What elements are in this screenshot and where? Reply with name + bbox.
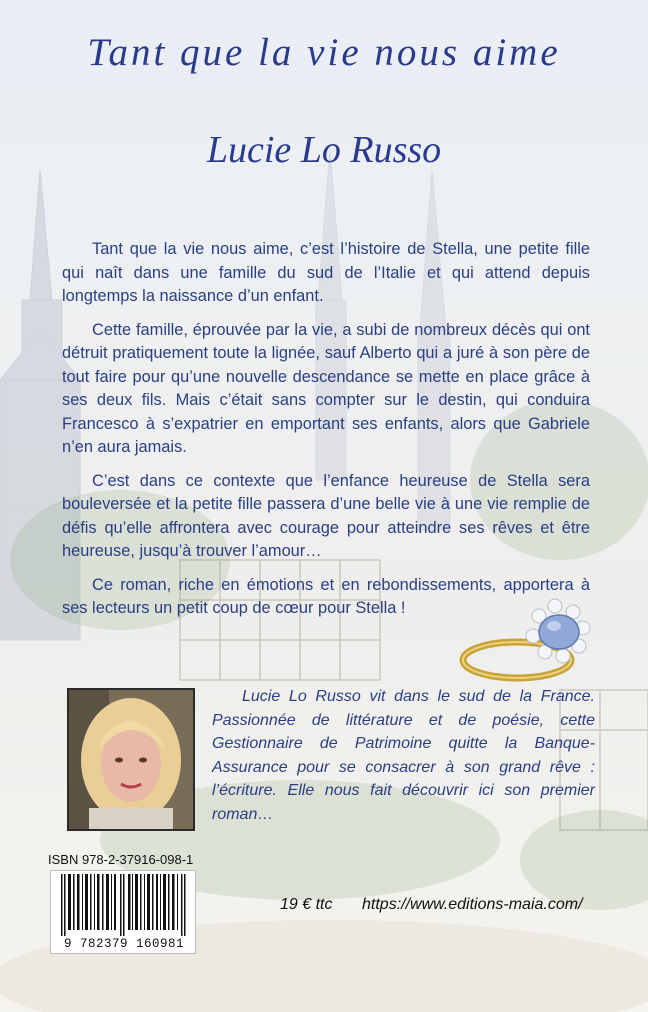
barcode [50, 870, 196, 954]
synopsis-paragraph: C’est dans ce contexte que l’enfance heureuse de Stella sera bouleversée et la petite fille passera d’une belle vie à une vie remplie de défis qu’elle affrontera avec courage pour atteindre ses rêves et être heureuse, jusqu’à trouver l’amour… [62, 471, 590, 560]
synopsis-paragraph: Tant que la vie nous aime, c’est l’histoire de Stella, une petite fille qui naît dans une famille du sud de l’Italie et qui attend depuis longtemps la naissance d’un enfant. [62, 240, 590, 305]
barcode-number: 9 782379 160981 [63, 937, 185, 951]
isbn: ISBN 978-2-37916-098-1 [48, 852, 194, 867]
synopsis [62, 238, 590, 631]
synopsis-paragraph: Cette famille, éprouvée par la vie, a subi de nombreux décès qui ont détruit pratiquement toute la lignée, sauf Alberto qui a juré à son père de tout faire pour qu’une nouvelle descendance se mette en place grâce à ses deux fils. Mais c’était sans compter sur le destin, qui conduira Francesco à s’expatrier en emportant ses enfants, alors que Gabriele n’en aura jamais. [62, 320, 590, 456]
sapphire-ring-image [455, 590, 605, 690]
synopsis-paragraph: Ce roman, riche en émotions et en rebondissements, apportera à ses lecteurs un petit coup de cœur pour Stella ! [62, 575, 590, 617]
price: 19 € ttc [280, 896, 333, 913]
book-title: Tant que la vie nous aime [87, 31, 561, 74]
author-photo [67, 688, 195, 831]
author-bio: Lucie Lo Russo vit dans le sud de la France. Passionnée de littérature et de poésie, cette Gestionnaire de Patrimoine quitte la Banque-Assurance pour se consacrer à son grand rêve : l’écriture. Elle nous fait découvrir ici son premier roman… [212, 688, 595, 823]
author-name: Lucie Lo Russo [206, 129, 442, 171]
barcode-bars [59, 874, 189, 936]
publisher-url[interactable]: https://www.editions-maia.com/ [362, 896, 583, 913]
